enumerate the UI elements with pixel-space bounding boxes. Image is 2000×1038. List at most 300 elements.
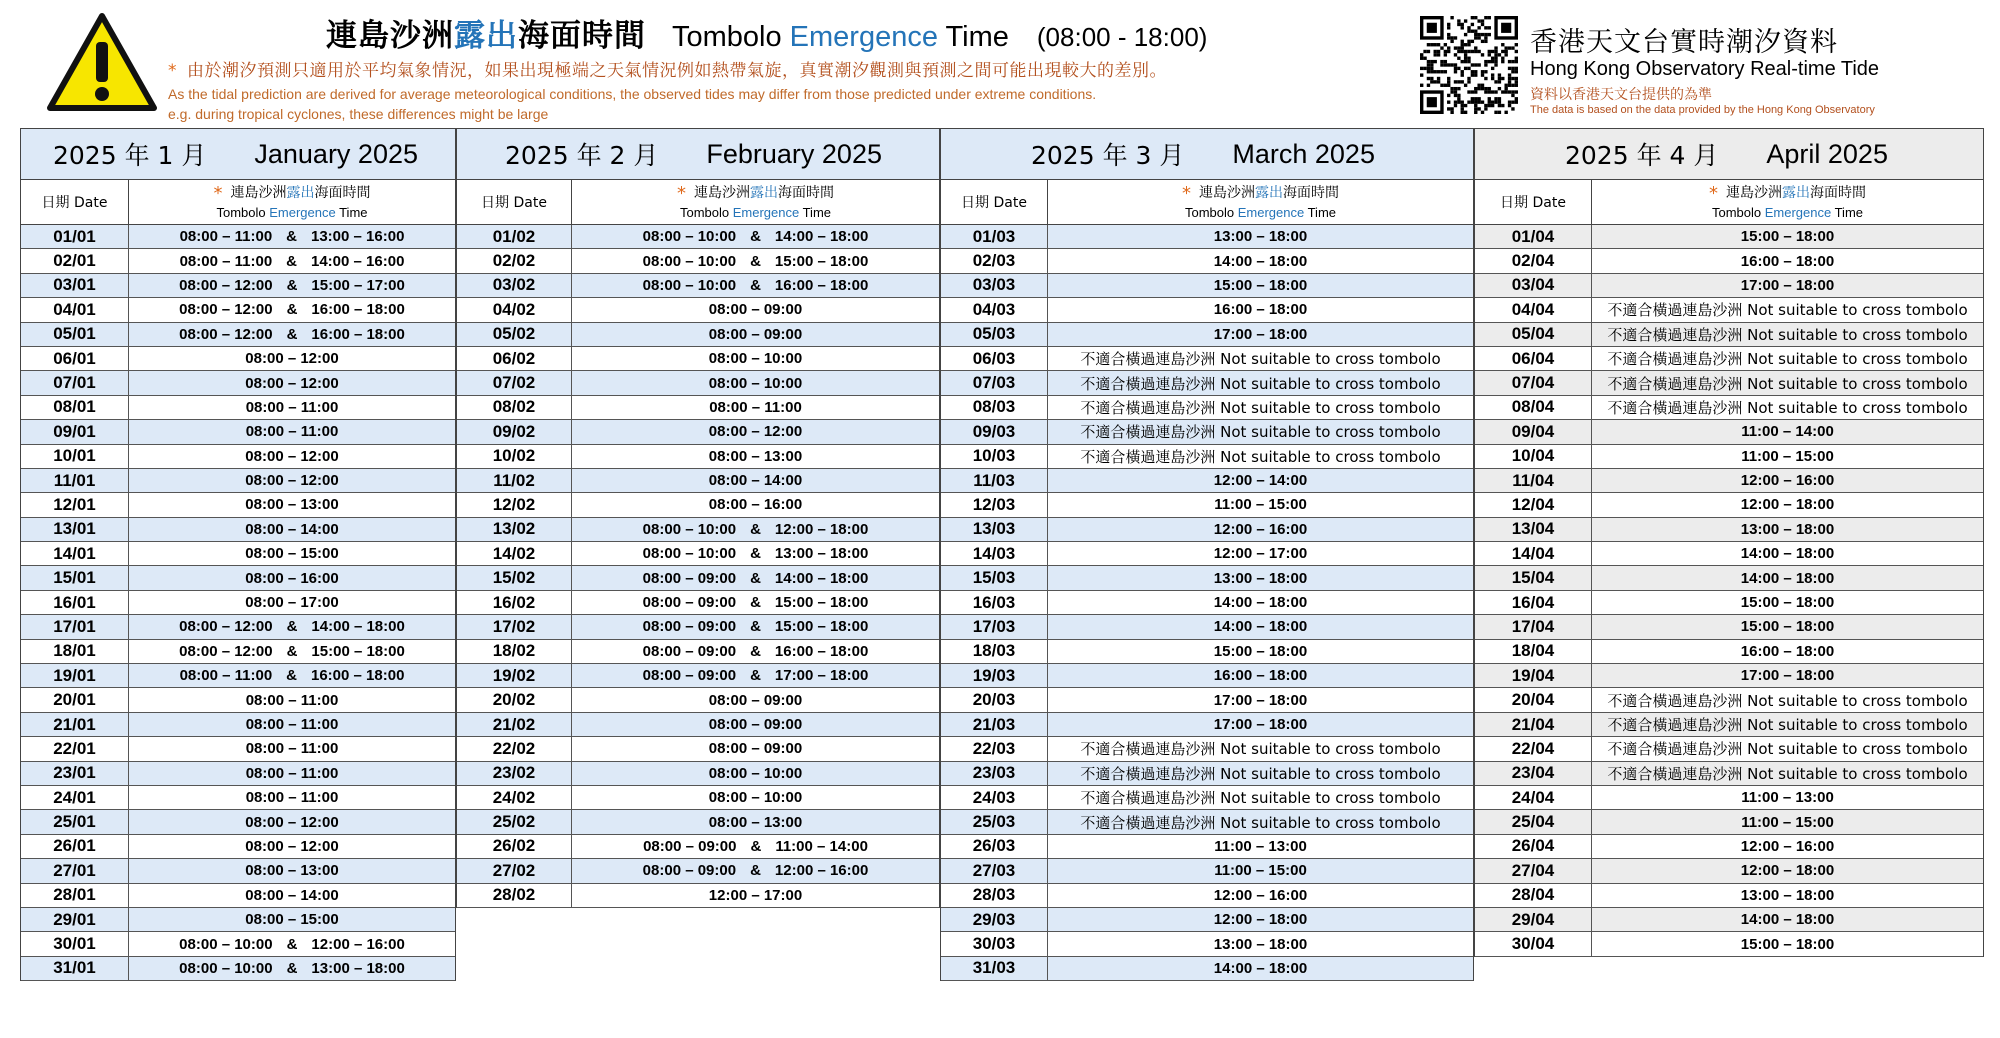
date-cell: 19/02 bbox=[457, 664, 572, 687]
ampersand: & bbox=[286, 667, 297, 685]
time-cell bbox=[129, 810, 455, 833]
date-cell: 18/01 bbox=[21, 640, 129, 663]
date-cell: 11/04 bbox=[1475, 469, 1592, 492]
time-cell bbox=[129, 420, 455, 443]
time-cell bbox=[1048, 323, 1473, 346]
hko-note-zh: 資料以香港天文台提供的為準 bbox=[1530, 87, 1712, 103]
month-header bbox=[457, 128, 939, 180]
time-cell bbox=[1592, 225, 1983, 248]
date-cell: 10/01 bbox=[21, 445, 129, 468]
time-cell bbox=[129, 249, 455, 272]
time-cell bbox=[129, 859, 455, 882]
date-cell: 30/04 bbox=[1475, 932, 1592, 955]
table-row bbox=[457, 615, 939, 639]
table-row bbox=[941, 957, 1473, 981]
not-suitable-cell: 不適合橫過連島沙洲 Not suitable to cross tombolo bbox=[1607, 740, 1968, 759]
table-row bbox=[457, 664, 939, 688]
table-row bbox=[21, 347, 455, 371]
date-cell: 09/03 bbox=[941, 420, 1048, 443]
date-cell: 30/01 bbox=[21, 932, 129, 955]
time-cell bbox=[1048, 469, 1473, 492]
date-cell: 25/03 bbox=[941, 810, 1048, 833]
time-range: 08:00 – 09:00 bbox=[708, 325, 803, 343]
date-cell: 28/04 bbox=[1475, 884, 1592, 907]
date-cell: 02/01 bbox=[21, 249, 129, 272]
table-row bbox=[21, 249, 455, 273]
date-cell: 12/03 bbox=[941, 493, 1048, 516]
time-range: 08:00 – 09:00 bbox=[708, 716, 803, 733]
table-row bbox=[941, 518, 1473, 542]
column-header bbox=[21, 180, 455, 225]
date-cell: 11/02 bbox=[457, 469, 572, 492]
date-cell: 26/02 bbox=[457, 835, 572, 858]
table-row bbox=[457, 347, 939, 371]
time-range: 08:00 – 10:00 bbox=[642, 276, 737, 294]
date-cell: 12/01 bbox=[21, 493, 129, 516]
table-row bbox=[1475, 274, 1983, 298]
not-suitable-cell: 不適合橫過連島沙洲 Not suitable to cross tombolo bbox=[1080, 350, 1441, 369]
time-range: 08:00 – 09:00 bbox=[708, 301, 803, 319]
table-row bbox=[941, 445, 1473, 469]
table-row bbox=[941, 323, 1473, 347]
time-range: 08:00 – 16:00 bbox=[245, 569, 339, 587]
time-range: 08:00 – 10:00 bbox=[642, 545, 737, 563]
ampersand: & bbox=[286, 325, 298, 343]
time-range: 14:00 – 18:00 bbox=[1213, 618, 1308, 636]
time-range: 08:00 – 11:00 bbox=[245, 789, 339, 807]
date-cell: 08/04 bbox=[1475, 396, 1592, 419]
table-row bbox=[941, 786, 1473, 810]
column-header bbox=[457, 180, 939, 225]
table-row bbox=[21, 786, 455, 810]
date-cell: 31/03 bbox=[941, 957, 1048, 980]
table-row bbox=[21, 615, 455, 639]
date-cell: 15/04 bbox=[1475, 566, 1592, 589]
table-row bbox=[1475, 323, 1983, 347]
table-row bbox=[941, 615, 1473, 639]
date-cell: 26/01 bbox=[21, 835, 129, 858]
table-row bbox=[457, 688, 939, 712]
time-cell bbox=[1592, 420, 1983, 443]
date-column-header: 日期 Date bbox=[1475, 180, 1592, 224]
time-range: 12:00 – 17:00 bbox=[1213, 545, 1308, 563]
date-cell: 02/02 bbox=[457, 249, 572, 272]
table-row bbox=[21, 810, 455, 834]
time-range: 08:00 – 10:00 bbox=[642, 228, 737, 246]
time-cell bbox=[129, 664, 455, 687]
table-row bbox=[21, 469, 455, 493]
time-range: 08:00 – 10:00 bbox=[708, 350, 803, 368]
time-cell bbox=[1592, 615, 1983, 638]
month-table bbox=[940, 128, 1474, 981]
time-range: 08:00 – 12:00 bbox=[708, 423, 803, 441]
time-cell bbox=[1048, 249, 1473, 272]
time-range: 15:00 – 18:00 bbox=[1740, 594, 1835, 612]
date-cell: 16/04 bbox=[1475, 591, 1592, 614]
time-range: 15:00 – 18:00 bbox=[1213, 276, 1308, 294]
date-cell: 20/02 bbox=[457, 688, 572, 711]
time-cell bbox=[1048, 859, 1473, 882]
table-row bbox=[457, 420, 939, 444]
table-row bbox=[21, 566, 455, 590]
date-cell: 10/02 bbox=[457, 445, 572, 468]
date-cell: 06/04 bbox=[1475, 347, 1592, 370]
time-cell bbox=[1592, 810, 1983, 833]
date-cell: 01/01 bbox=[21, 225, 129, 248]
time-cell bbox=[1592, 664, 1983, 687]
time-cell bbox=[1592, 786, 1983, 809]
time-range: 08:00 – 12:00 bbox=[245, 837, 339, 855]
time-cell bbox=[572, 469, 939, 492]
ampersand: & bbox=[750, 667, 761, 685]
date-cell: 17/04 bbox=[1475, 615, 1592, 638]
table-row bbox=[941, 249, 1473, 273]
date-column-header: 日期 Date bbox=[941, 180, 1048, 224]
ampersand: & bbox=[286, 618, 298, 636]
date-cell: 21/01 bbox=[21, 713, 129, 736]
asterisk: * bbox=[1182, 183, 1191, 204]
time-cell bbox=[129, 835, 455, 858]
time-range: 12:00 – 16:00 bbox=[1740, 472, 1835, 490]
date-cell: 26/03 bbox=[941, 835, 1048, 858]
time-range: 08:00 – 09:00 bbox=[642, 618, 737, 636]
time-range: 11:00 – 13:00 bbox=[1214, 837, 1307, 855]
time-cell bbox=[1048, 640, 1473, 663]
time-range: 16:00 – 18:00 bbox=[311, 325, 405, 343]
month-title-zh: 2025 年 3 月 bbox=[1031, 141, 1185, 170]
date-cell: 19/04 bbox=[1475, 664, 1592, 687]
time-cell bbox=[572, 396, 939, 419]
time-range: 16:00 – 18:00 bbox=[774, 276, 869, 294]
table-row bbox=[1475, 713, 1983, 737]
time-range: 15:00 – 18:00 bbox=[1740, 228, 1835, 246]
table-row bbox=[941, 469, 1473, 493]
date-cell: 05/03 bbox=[941, 323, 1048, 346]
time-range: 14:00 – 16:00 bbox=[311, 252, 405, 270]
table-row bbox=[21, 908, 455, 932]
date-cell: 20/01 bbox=[21, 688, 129, 711]
column-header bbox=[1475, 180, 1983, 225]
table-row bbox=[941, 664, 1473, 688]
ampersand: & bbox=[750, 228, 761, 246]
date-cell: 08/03 bbox=[941, 396, 1048, 419]
table-row bbox=[457, 591, 939, 615]
not-suitable-cell: 不適合橫過連島沙洲 Not suitable to cross tombolo bbox=[1592, 713, 1983, 736]
date-cell: 21/02 bbox=[457, 713, 572, 736]
table-row bbox=[1475, 518, 1983, 542]
date-cell: 09/01 bbox=[21, 420, 129, 443]
time-cell bbox=[129, 713, 455, 736]
time-range: 15:00 – 17:00 bbox=[311, 276, 405, 294]
date-cell: 24/04 bbox=[1475, 786, 1592, 809]
time-range: 14:00 – 18:00 bbox=[311, 618, 405, 636]
time-cell bbox=[1048, 664, 1473, 687]
table-row bbox=[941, 859, 1473, 883]
time-range: 08:00 – 16:00 bbox=[708, 496, 803, 514]
not-suitable-cell: 不適合橫過連島沙洲 Not suitable to cross tombolo bbox=[1592, 323, 1983, 346]
table-row bbox=[21, 859, 455, 883]
not-suitable-cell: 不適合橫過連島沙洲 Not suitable to cross tombolo bbox=[1592, 762, 1983, 785]
table-row bbox=[1475, 762, 1983, 786]
time-range: 15:00 – 18:00 bbox=[1740, 618, 1835, 636]
table-row bbox=[457, 542, 939, 566]
date-cell: 22/02 bbox=[457, 737, 572, 760]
time-range: 13:00 – 18:00 bbox=[1740, 886, 1835, 904]
time-range: 08:00 – 11:00 bbox=[245, 423, 339, 441]
time-cell bbox=[572, 371, 939, 394]
time-cell bbox=[572, 884, 939, 907]
time-range: 12:00 – 18:00 bbox=[1213, 911, 1308, 929]
time-cell bbox=[572, 298, 939, 321]
table-row bbox=[1475, 566, 1983, 590]
date-cell: 24/03 bbox=[941, 786, 1048, 809]
date-cell: 17/02 bbox=[457, 615, 572, 638]
date-cell: 23/03 bbox=[941, 762, 1048, 785]
date-cell: 05/02 bbox=[457, 323, 572, 346]
time-range: 11:00 – 15:00 bbox=[1741, 447, 1834, 465]
date-cell: 28/02 bbox=[457, 884, 572, 907]
table-row bbox=[1475, 932, 1983, 956]
time-range: 14:00 – 18:00 bbox=[1213, 252, 1308, 270]
date-cell: 05/01 bbox=[21, 323, 129, 346]
table-row bbox=[457, 274, 939, 298]
table-row bbox=[1475, 347, 1983, 371]
date-cell: 20/04 bbox=[1475, 688, 1592, 711]
table-row bbox=[457, 445, 939, 469]
time-range: 13:00 – 18:00 bbox=[1213, 228, 1308, 246]
time-range: 08:00 – 14:00 bbox=[245, 886, 339, 904]
time-cell bbox=[1048, 835, 1473, 858]
table-row bbox=[21, 542, 455, 566]
date-cell: 21/04 bbox=[1475, 713, 1592, 736]
time-range: 08:00 – 13:00 bbox=[708, 447, 803, 465]
date-cell: 09/04 bbox=[1475, 420, 1592, 443]
time-cell bbox=[129, 688, 455, 711]
date-cell: 12/02 bbox=[457, 493, 572, 516]
table-row bbox=[457, 493, 939, 517]
table-row bbox=[1475, 591, 1983, 615]
table-row bbox=[21, 713, 455, 737]
table-row bbox=[1475, 225, 1983, 249]
not-suitable-cell: 不適合橫過連島沙洲 Not suitable to cross tombolo bbox=[1048, 810, 1473, 833]
date-cell: 13/04 bbox=[1475, 518, 1592, 541]
table-row bbox=[21, 493, 455, 517]
time-cell bbox=[572, 493, 939, 516]
table-row bbox=[21, 518, 455, 542]
time-range: 13:00 – 18:00 bbox=[774, 545, 869, 563]
date-cell: 13/01 bbox=[21, 518, 129, 541]
date-cell: 28/01 bbox=[21, 884, 129, 907]
not-suitable-cell: 不適合橫過連島沙洲 Not suitable to cross tombolo bbox=[1080, 398, 1441, 417]
time-cell bbox=[1592, 932, 1983, 955]
not-suitable-cell: 不適合橫過連島沙洲 Not suitable to cross tombolo bbox=[1048, 371, 1473, 394]
date-cell: 02/04 bbox=[1475, 249, 1592, 272]
not-suitable-cell: 不適合橫過連島沙洲 Not suitable to cross tombolo bbox=[1048, 762, 1473, 785]
time-cell bbox=[129, 493, 455, 516]
date-cell: 12/04 bbox=[1475, 493, 1592, 516]
time-range: 08:00 – 12:00 bbox=[245, 350, 339, 368]
table-row bbox=[941, 225, 1473, 249]
time-cell bbox=[572, 225, 939, 248]
time-cell bbox=[1592, 542, 1983, 565]
time-cell bbox=[1592, 518, 1983, 541]
month-header bbox=[941, 128, 1473, 180]
time-range: 08:00 – 10:00 bbox=[642, 252, 737, 270]
date-cell: 14/02 bbox=[457, 542, 572, 565]
ampersand: & bbox=[750, 642, 761, 660]
table-row bbox=[21, 762, 455, 786]
time-range: 08:00 – 10:00 bbox=[179, 935, 273, 953]
date-cell: 16/02 bbox=[457, 591, 572, 614]
time-range: 08:00 – 14:00 bbox=[245, 520, 339, 538]
time-cell bbox=[1048, 518, 1473, 541]
date-cell: 06/02 bbox=[457, 347, 572, 370]
date-cell: 11/03 bbox=[941, 469, 1048, 492]
table-row bbox=[457, 396, 939, 420]
date-cell: 27/03 bbox=[941, 859, 1048, 882]
time-cell bbox=[129, 566, 455, 589]
table-row bbox=[457, 640, 939, 664]
table-row bbox=[941, 932, 1473, 956]
ampersand: & bbox=[750, 545, 761, 563]
not-suitable-cell: 不適合橫過連島沙洲 Not suitable to cross tombolo bbox=[1080, 740, 1441, 759]
time-range: 08:00 – 13:00 bbox=[245, 862, 339, 880]
table-row bbox=[457, 298, 939, 322]
table-row bbox=[21, 371, 455, 395]
time-range: 17:00 – 18:00 bbox=[774, 667, 869, 685]
time-cell bbox=[572, 786, 939, 809]
asterisk: * bbox=[677, 183, 686, 204]
date-column-header: 日期 Date bbox=[21, 180, 129, 224]
time-range: 14:00 – 18:00 bbox=[774, 228, 869, 246]
date-cell: 23/01 bbox=[21, 762, 129, 785]
time-cell bbox=[1592, 274, 1983, 297]
time-cell bbox=[1048, 493, 1473, 516]
table-row bbox=[941, 908, 1473, 932]
time-cell bbox=[572, 445, 939, 468]
date-cell: 09/02 bbox=[457, 420, 572, 443]
time-range: 14:00 – 18:00 bbox=[1213, 594, 1308, 612]
date-cell: 07/02 bbox=[457, 371, 572, 394]
time-cell bbox=[1592, 640, 1983, 663]
table-row bbox=[1475, 493, 1983, 517]
time-cell bbox=[572, 859, 939, 882]
time-range: 08:00 – 09:00 bbox=[642, 642, 737, 660]
hko-title-zh[interactable]: 香港天文台實時潮汐資料 bbox=[1530, 27, 1838, 58]
table-row bbox=[1475, 859, 1983, 883]
table-row bbox=[1475, 688, 1983, 712]
date-cell: 24/01 bbox=[21, 786, 129, 809]
table-row bbox=[21, 957, 455, 981]
time-cell bbox=[129, 445, 455, 468]
table-row bbox=[1475, 396, 1983, 420]
time-range: 08:00 – 10:00 bbox=[708, 764, 803, 782]
table-row bbox=[941, 493, 1473, 517]
table-row bbox=[21, 640, 455, 664]
time-cell bbox=[1592, 908, 1983, 931]
hko-title-en[interactable]: Hong Kong Observatory Real-time Tide bbox=[1530, 58, 1880, 80]
time-cell bbox=[572, 347, 939, 370]
time-range: 08:00 – 13:00 bbox=[708, 813, 803, 831]
time-range: 08:00 – 13:00 bbox=[245, 496, 339, 514]
time-cell bbox=[572, 835, 939, 858]
table-row bbox=[1475, 664, 1983, 688]
date-cell: 02/03 bbox=[941, 249, 1048, 272]
date-cell: 29/03 bbox=[941, 908, 1048, 931]
table-row bbox=[941, 713, 1473, 737]
date-cell: 08/02 bbox=[457, 396, 572, 419]
time-range: 13:00 – 18:00 bbox=[1740, 520, 1835, 538]
table-row bbox=[457, 835, 939, 859]
table-row bbox=[21, 298, 455, 322]
not-suitable-cell: 不適合橫過連島沙洲 Not suitable to cross tombolo bbox=[1592, 371, 1983, 394]
month-title-zh: 2025 年 4 月 bbox=[1565, 141, 1719, 170]
table-row bbox=[941, 274, 1473, 298]
time-range: 08:00 – 11:00 bbox=[245, 740, 339, 758]
time-cell bbox=[572, 518, 939, 541]
not-suitable-cell: 不適合橫過連島沙洲 Not suitable to cross tombolo bbox=[1080, 447, 1441, 466]
time-range: 17:00 – 18:00 bbox=[1213, 716, 1308, 733]
time-cell bbox=[1592, 884, 1983, 907]
time-cell bbox=[572, 249, 939, 272]
time-cell bbox=[1592, 566, 1983, 589]
ampersand: & bbox=[750, 837, 762, 855]
title-hours: (08:00 - 18:00) bbox=[1036, 22, 1208, 52]
table-row bbox=[21, 835, 455, 859]
time-range: 16:00 – 18:00 bbox=[311, 301, 405, 319]
date-cell: 22/03 bbox=[941, 737, 1048, 760]
time-cell bbox=[1048, 615, 1473, 638]
time-cell bbox=[572, 566, 939, 589]
date-cell: 07/01 bbox=[21, 371, 129, 394]
table-row bbox=[457, 810, 939, 834]
time-cell bbox=[572, 688, 939, 711]
time-range: 14:00 – 18:00 bbox=[1740, 569, 1835, 587]
table-row bbox=[21, 932, 455, 956]
time-range: 12:00 – 16:00 bbox=[774, 862, 869, 880]
time-range: 08:00 – 12:00 bbox=[245, 472, 339, 490]
time-range: 08:00 – 12:00 bbox=[245, 447, 339, 465]
date-cell: 27/04 bbox=[1475, 859, 1592, 882]
page-title bbox=[326, 10, 1207, 56]
table-row bbox=[457, 323, 939, 347]
table-row bbox=[21, 225, 455, 249]
table-row bbox=[21, 420, 455, 444]
table-row bbox=[941, 688, 1473, 712]
time-range: 08:00 – 11:00 bbox=[179, 252, 273, 270]
date-cell: 03/03 bbox=[941, 274, 1048, 297]
table-row bbox=[1475, 445, 1983, 469]
disclaimer-en-line1: As the tidal prediction are derived for average meteorological conditions, the observed tides may differ from those predicted under extreme conditions. bbox=[168, 86, 1097, 102]
time-cell bbox=[129, 957, 455, 980]
time-range: 15:00 – 18:00 bbox=[774, 252, 869, 270]
table-row bbox=[941, 591, 1473, 615]
time-range: 12:00 – 16:00 bbox=[311, 935, 405, 953]
time-range: 08:00 – 10:00 bbox=[642, 520, 737, 538]
date-cell: 23/02 bbox=[457, 762, 572, 785]
time-cell bbox=[129, 737, 455, 760]
time-range: 08:00 – 12:00 bbox=[179, 301, 273, 319]
table-row bbox=[941, 835, 1473, 859]
time-column-header: * 連島沙洲露出海面時間 Tombolo Emergence Time bbox=[677, 183, 834, 220]
time-cell bbox=[1048, 566, 1473, 589]
time-range: 12:00 – 17:00 bbox=[708, 886, 803, 904]
qr-code-icon[interactable] bbox=[1420, 16, 1518, 114]
time-cell bbox=[1592, 445, 1983, 468]
time-range: 08:00 – 09:00 bbox=[642, 862, 737, 880]
date-cell: 03/01 bbox=[21, 274, 129, 297]
time-range: 08:00 – 11:00 bbox=[245, 764, 339, 782]
